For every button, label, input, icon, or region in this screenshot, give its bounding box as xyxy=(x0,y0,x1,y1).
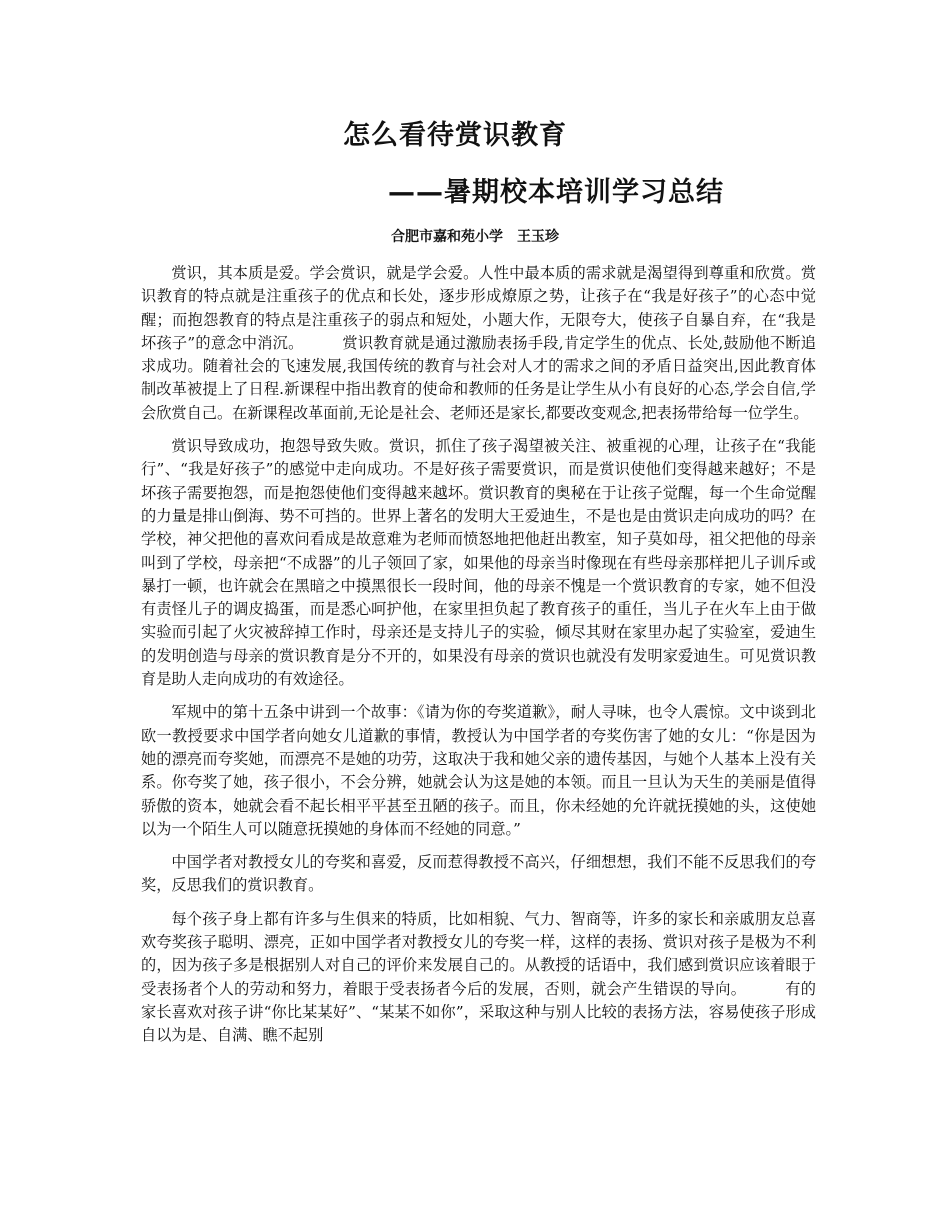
paragraph: 每个孩子身上都有许多与生俱来的特质，比如相貌、气力、智商等，许多的家长和亲戚朋友总喜欢夸奖孩子聪明、漂亮，正如中国学者对教授女儿的夸奖一样，这样的表扬、赏识对孩子是极为不利的，因为孩子多是根据别人对自己的评价来发展自己的。从教授的话语中，我们感到赏识应该着眼于受表扬者个人的劳动和努力，着眼于受表扬者今后的发展，否则，就会产生错误的导向。 有的家长喜欢对孩子讲“你比某某好”、“某某不如你”，采取这种与别人比较的表扬方法，容易使孩子形成自以为是、自满、瞧不起别 xyxy=(141,909,816,1045)
paragraph: 军规中的第十五条中讲到一个故事：《请为你的夸奖道歉》，耐人寻味，也令人震惊。文中谈到北欧一教授要求中国学者向她女儿道歉的事情，教授认为中国学者的夸奖伤害了她的女儿：“你是因为她的漂亮而夸奖她，而漂亮不是她的功劳，这取决于我和她父亲的遗传基因，与她个人基本上没有关系。你夸奖了她，孩子很小，不会分辨，她就会认为这是她的本领。而且一旦认为天生的美丽是值得骄傲的资本，她就会看不起长相平平甚至丑陋的孩子。而且，你未经她的允许就抚摸她的头，这使她以为一个陌生人可以随意抚摸她的身体而不经她的同意。” xyxy=(141,703,816,838)
document-subtitle: ——暑期校本培训学习总结 xyxy=(388,177,724,208)
body-text xyxy=(141,262,816,1058)
paragraph: 中国学者对教授女儿的夸奖和喜爱，反而惹得教授不高兴，仔细想想，我们不能不反思我们的夸奖，反思我们的赏识教育。 xyxy=(141,853,816,895)
author-line: 合肥市嘉和苑小学 王玉珍 xyxy=(391,229,559,245)
document-title: 怎么看待赏识教育 xyxy=(343,120,567,151)
paragraph: 赏识导致成功，抱怨导致失败。赏识，抓住了孩子渴望被关注、被重视的心理，让孩子在“我能行”、“我是好孩子”的感觉中走向成功。不是好孩子需要赏识，而是赏识使他们变得越来越好；不是坏孩子需要抱怨，而是抱怨使他们变得越来越坏。赏识教育的奥秘在于让孩子觉醒，每一个生命觉醒的力量是排山倒海、势不可挡的。世界上著名的发明大王爱迪生，不是也是由赏识走向成功的吗？在学校，神父把他的喜欢问看成是故意难为老师而愤怒地把他赶出教室，知子莫如母，祖父把他的母亲叫到了学校，母亲把“不成器”的儿子领回了家，如果他的母亲当时像现在有些母亲那样把儿子训斥或暴打一顿，也许就会在黑暗之中摸黑很长一段时间，他的母亲不愧是一个赏识教育的专家，她不但没有责怪儿子的调皮捣蛋，而是悉心呵护他，在家里担负起了教育孩子的重任，当儿子在火车上由于做实验而引起了火灾被辞掉工作时，母亲还是支持儿子的实验，倾尽其财在家里办起了实验室，爱迪生的发明创造与母亲的赏识教育是分不开的，如果没有母亲的赏识也就没有发明家爱迪生。可见赏识教育是助人走向成功的有效途径。 xyxy=(141,437,816,689)
paragraph: 赏识，其本质是爱。学会赏识，就是学会爱。人性中最本质的需求就是渴望得到尊重和欣赏。赏识教育的特点就是注重孩子的优点和长处，逐步形成燎原之势，让孩子在“我是好孩子”的心态中觉醒；而抱怨教育的特点是注重孩子的弱点和短处，小题大作，无限夸大，使孩子自暴自弃，在“我是坏孩子”的意念中消沉。 赏识教育就是通过激励表扬手段,肯定学生的优点、长处,鼓励他不断追求成功。随着社会的飞速发展,我国传统的教育与社会对人才的需求之间的矛盾日益突出,因此教育体制改革被提上了日程.新课程中指出教育的使命和教师的任务是让学生从小有良好的心态,学会自信,学会欣赏自己。在新课程改革面前,无论是社会、老师还是家长,都要改变观念,把表扬带给每一位学生。 xyxy=(141,264,816,422)
